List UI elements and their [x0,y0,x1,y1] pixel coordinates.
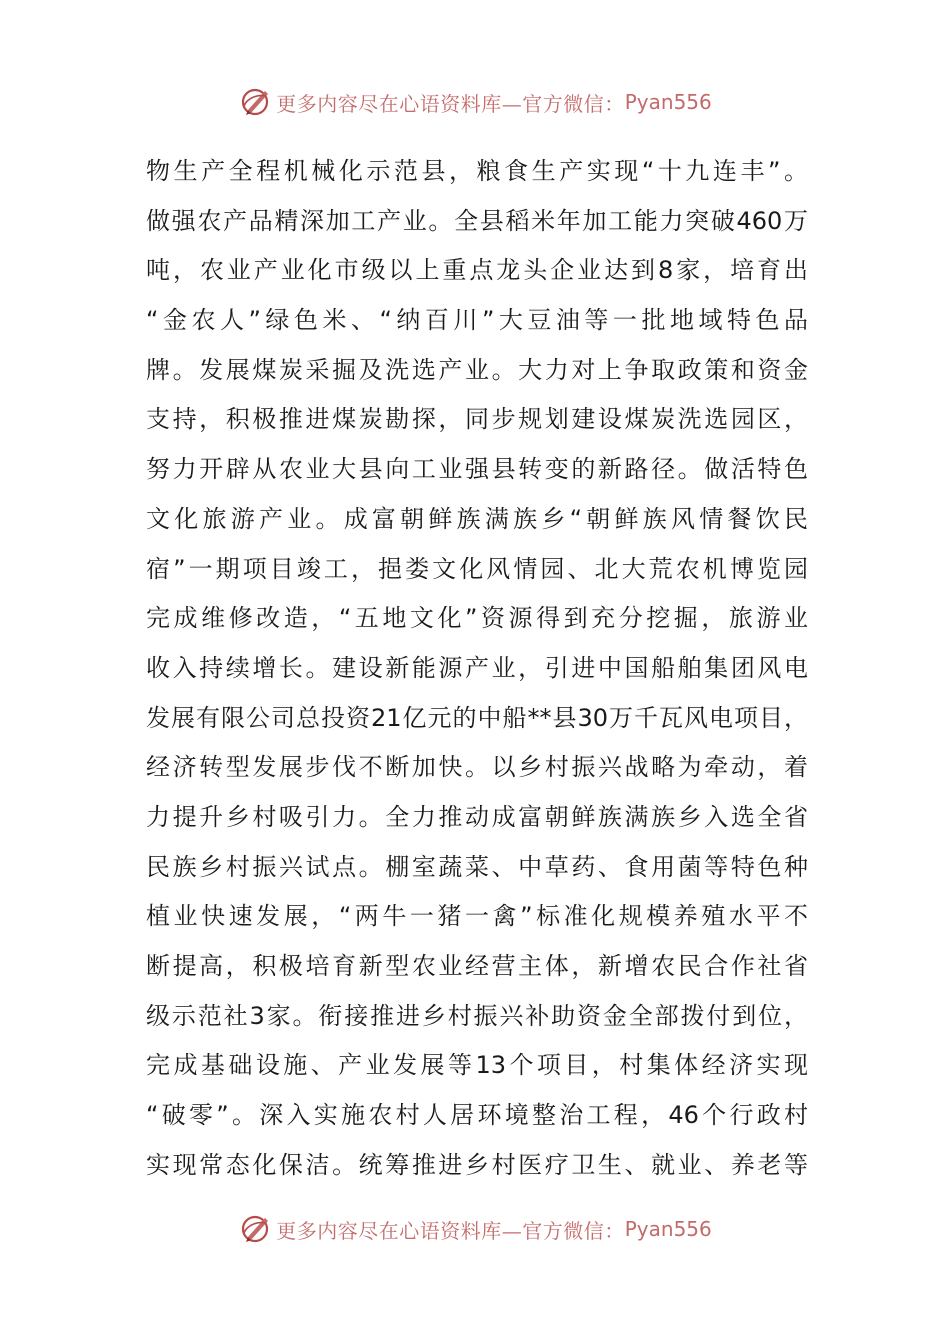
text-line: 物生产全程机械化示范县，粮食生产实现“十九连丰”。 [146,157,808,185]
text-line: 支持，积极推进煤炭勘探，同步规划建设煤炭洗选园区， [146,405,808,434]
text-line: “破零”。深入实施农村人居环境整治工程，46个行政村 [146,1101,808,1130]
text-line: 努力开辟从农业大县向工业强县转变的新路径。做活特色 [146,455,808,484]
text-line: 发展有限公司总投资21亿元的中船**县30万千瓦风电项目， [146,703,808,732]
header-banner [0,82,950,122]
text-line: 力提升乡村吸引力。全力推动成富朝鲜族满族乡入选全省 [146,802,808,831]
text-line: 收入持续增长。建设新能源产业，引进中国船舶集团风电 [146,653,808,682]
text-line: 实现常态化保洁。统筹推进乡村医疗卫生、就业、养老等 [146,1150,808,1179]
text-line: 完成维修改造，“五地文化”资源得到充分挖掘，旅游业 [146,604,808,633]
text-line: 经济转型发展步伐不断加快。以乡村振兴战略为牵动，着 [146,753,808,782]
text-line: 做强农产品精深加工产业。全县稻米年加工能力突破460万 [146,206,808,235]
text-line: 植业快速发展，“两牛一猪一禽”标准化规模养殖水平不 [146,902,808,931]
text-line: 文化旅游产业。成富朝鲜族满族乡“朝鲜族风情餐饮民 [146,504,808,533]
header-banner-text: 更多内容尽在心语资料库—官方微信： [276,91,625,116]
footer-banner-wechat-id: Pyan556 [624,1217,712,1241]
footer-banner [0,1209,950,1249]
pen-logo-icon [238,84,274,120]
text-line: “金农人”绿色米、“纳百川”大豆油等一批地域特色品 [146,306,808,335]
header-banner-wechat-id: Pyan556 [624,90,712,114]
text-line: 断提高，积极培育新型农业经营主体，新增农民合作社省 [146,952,808,980]
pen-logo-icon [238,1211,274,1247]
footer-banner-text: 更多内容尽在心语资料库—官方微信： [276,1218,625,1243]
text-line: 宿”一期项目竣工，挹娄文化风情园、北大荒农机博览园 [146,554,808,583]
text-line: 级示范社3家。衔接推进乡村振兴补助资金全部拨付到位， [146,1001,808,1030]
text-line: 牌。发展煤炭采掘及洗选产业。大力对上争取政策和资金 [146,355,808,384]
body-paragraph [146,147,808,1190]
text-line: 民族乡村振兴试点。棚室蔬菜、中草药、食用菌等特色种 [146,852,808,881]
text-line: 完成基础设施、产业发展等13个项目，村集体经济实现 [146,1051,808,1080]
text-line: 吨，农业产业化市级以上重点龙头企业达到8家，培育出 [146,256,808,285]
